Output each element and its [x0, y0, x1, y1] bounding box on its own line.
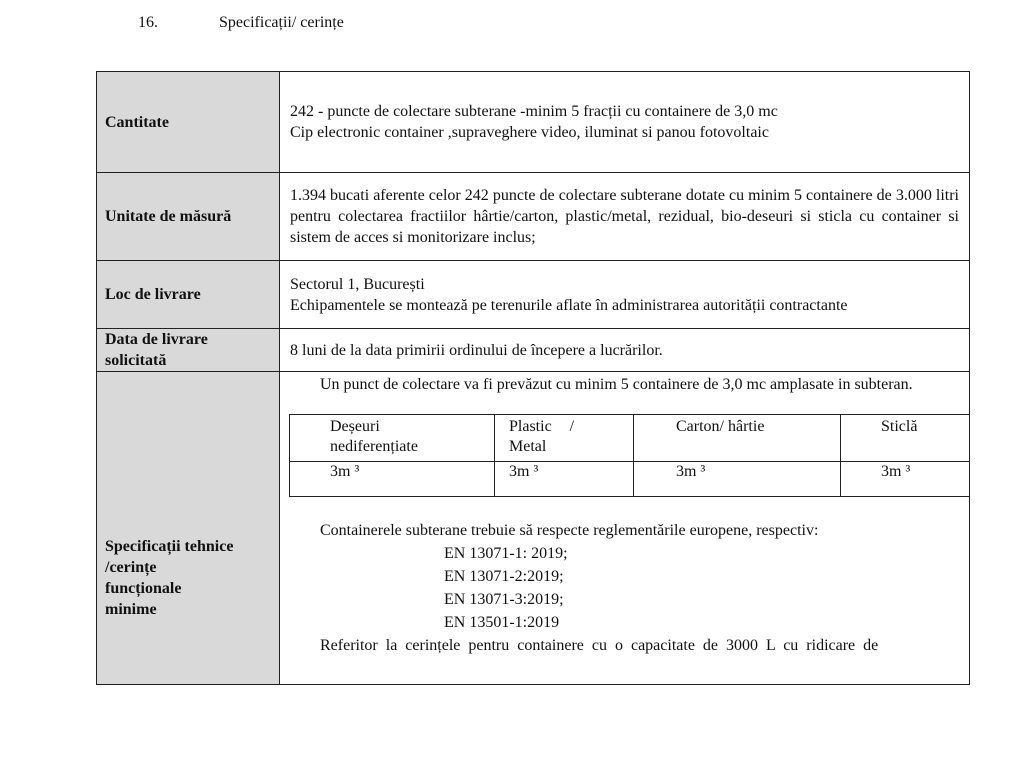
label-cantitate: Cantitate [97, 72, 280, 173]
containers-header-row [290, 415, 970, 462]
cantitate-line-2: Cip electronic container ,supraveghere video, iluminat si panou fotovoltaic [290, 124, 769, 141]
container-volume: 3m ³ [290, 462, 495, 497]
loc-line-2: Echipamentele se montează pe terenurile aflate în administrarea autorității contractante [290, 296, 848, 314]
spec-label-line-2: /cerințe [105, 559, 157, 576]
spec-label-line-4: minime [105, 601, 157, 618]
containers-values-row [290, 462, 970, 497]
row-specificatii [97, 372, 970, 685]
label-specificatii [97, 372, 280, 685]
loc-line-1: Sectorul 1, București [290, 275, 425, 293]
label-loc: Loc de livrare [97, 261, 280, 329]
spec-intro: Un punct de colectare va fi prevăzut cu minim 5 containere de 3,0 mc amplasate in subteran. [320, 376, 913, 393]
section-heading [0, 10, 1024, 38]
spec-label-line-1: Specificații tehnice [105, 538, 234, 555]
value-data-livrare: 8 luni de la data primirii ordinului de începere a lucrărilor. [280, 329, 970, 372]
standard-item: EN 13071-1: 2019; [444, 545, 568, 562]
container-header-plastic [495, 415, 634, 462]
container-header-sticla: Sticlă [841, 415, 970, 462]
row-data-livrare [97, 329, 970, 372]
row-cantitate [97, 72, 970, 173]
value-loc [280, 261, 970, 329]
container-header-carton: Carton/ hârtie [634, 415, 841, 462]
section-number: 16. [138, 14, 158, 31]
container-header-nediferentiate [290, 415, 495, 462]
reference-text: Referitor la cerințele pentru containere cu o capacitate de 3000 L cu ridicare de [320, 637, 879, 654]
specifications-table [96, 71, 970, 685]
row-loc [97, 261, 970, 329]
section-title: Specificații/ cerințe [219, 14, 344, 31]
container-volume: 3m ³ [495, 462, 634, 497]
container-header-text: Plastic / Metal [509, 418, 575, 455]
value-unitate: 1.394 bucati aferente celor 242 puncte de colectare subterane dotate cu minim 5 containere de 3.000 litri pentru colectarea fractiilor hârtie/carton, plastic/metal, rezidual, bio-deseuri si sticla cu container si sistem de acces si monitorizare inclus; [280, 173, 970, 261]
standards-intro: Containerele subterane trebuie să respecte reglementările europene, respectiv: [320, 522, 819, 539]
label-data-livrare: Data de livrare solicitată [97, 329, 280, 372]
row-unitate [97, 173, 970, 261]
standard-item: EN 13501-1:2019 [444, 614, 560, 631]
spec-label-line-3: funcționale [105, 580, 182, 597]
container-volume: 3m ³ [634, 462, 841, 497]
value-cantitate [280, 72, 970, 173]
containers-table-wrap [289, 414, 970, 497]
value-specificatii [280, 372, 970, 685]
standard-item: EN 13071-3:2019; [444, 591, 564, 608]
containers-table [289, 414, 970, 497]
container-header-text: Deșeuri nediferențiate [330, 418, 418, 455]
container-volume: 3m ³ [841, 462, 970, 497]
label-unitate: Unitate de măsură [97, 173, 280, 261]
standards-list [280, 542, 969, 634]
standard-item: EN 13071-2:2019; [444, 568, 564, 585]
cantitate-line-1: 242 - puncte de colectare subterane -minim 5 fracții cu containere de 3,0 mc [290, 103, 778, 120]
